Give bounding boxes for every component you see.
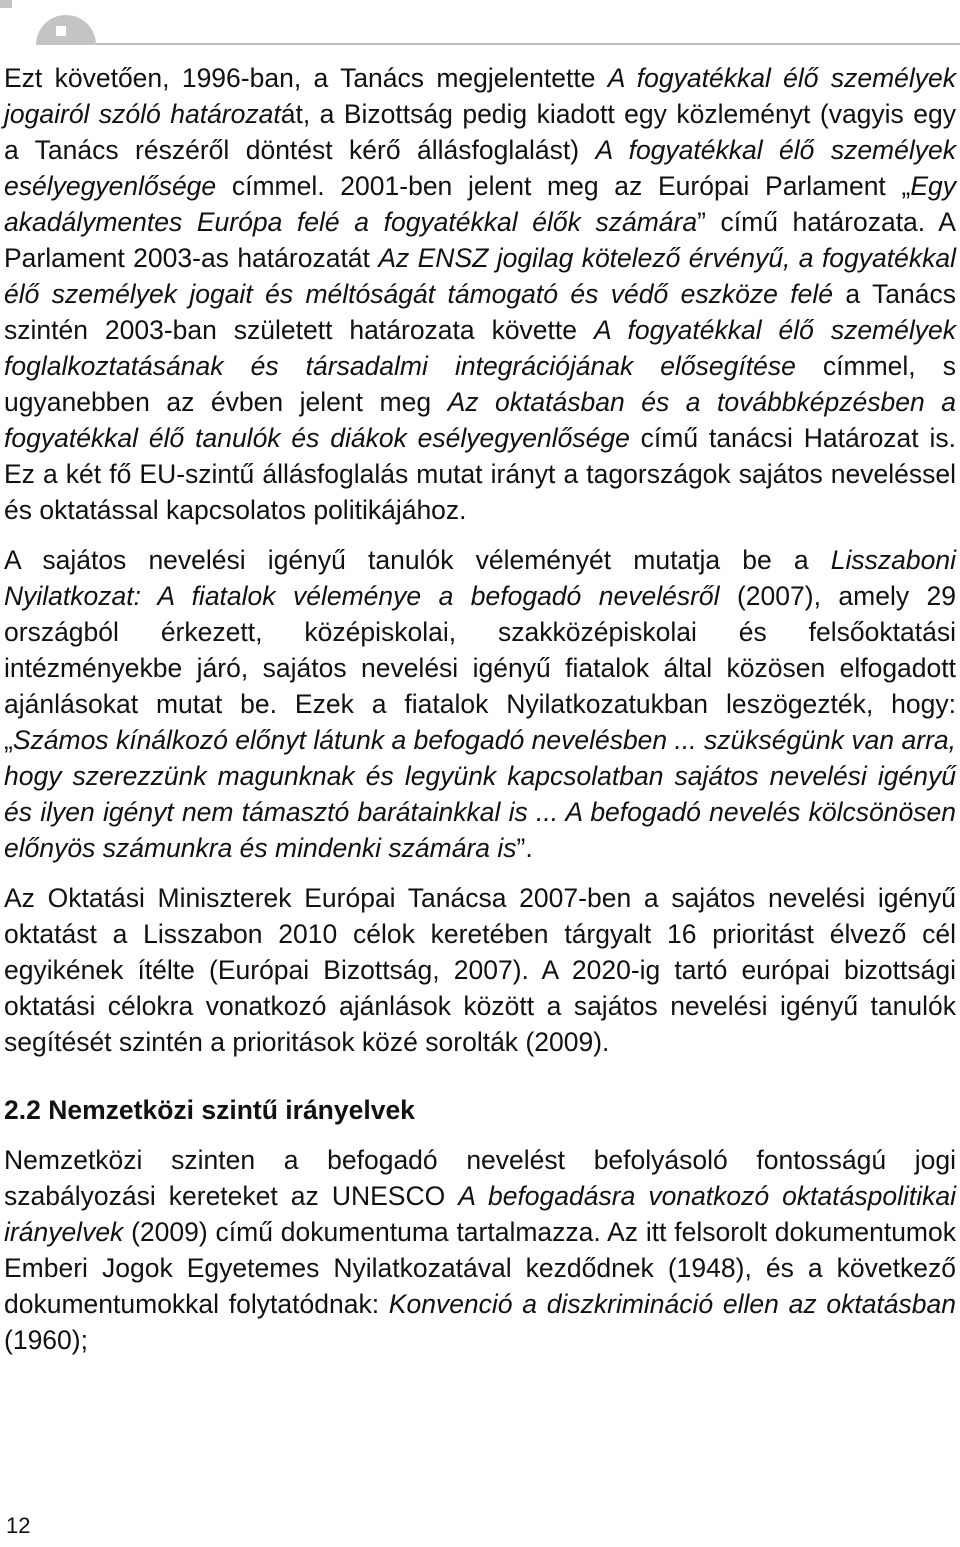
text-segment: Az Oktatási Miniszterek Európai Tanácsa 2007-ben a sajátos nevelési igényű oktatást a Lisszabon 2010 célok keretében tárgyalt 16 prioritást élvező cél egyikének ítélte (Európai Bizottság, 2007). A 2020-ig tartó európai bizottsági oktatási célokra vonatkozó ajánlások között a sajátos nevelési igényű tanulók segítését szintén a prioritások közé sorolták (2009). xyxy=(4,883,956,1057)
paragraph xyxy=(4,1142,956,1358)
text-segment: (2007), amely 29 országból érkezett, középiskolai, szakközépiskolai és felsőoktatási intézményekbe járó, sajátos nevelési igényű fiatalok által közösen elfogadott ajánlásokat mutat be. Ezek a fiatalok Nyilatkozatukban leszögezték, hogy: „ xyxy=(4,581,956,755)
section-heading: 2.2 Nemzetközi szintű irányelvek xyxy=(4,1095,415,1125)
paragraph xyxy=(4,542,956,866)
page-header xyxy=(0,0,960,50)
text-segment: című tanácsi Határozat is. Ez a két fő EU-szintű állásfoglalás mutat irányt a tagországok sajátos neveléssel és oktatással kapcsolatos politikájához. xyxy=(4,423,956,525)
text-segment: ” című határozata. A Parlament 2003-as határozatát xyxy=(4,207,956,273)
document-body xyxy=(4,60,956,1358)
text-segment: címmel. 2001-ben jelent meg az Európai Parlament „ xyxy=(216,171,911,201)
italic-text-segment: A fogyatékkal élő személyek jogairól szóló határozat xyxy=(4,63,957,129)
italic-text-segment: Lisszaboni Nyilatkozat: A fiatalok véleménye a befogadó nevelésről xyxy=(4,545,956,611)
italic-text-segment: Konvenció a diszkrimináció ellen az oktatásban xyxy=(388,1289,956,1319)
text-segment: Nemzetközi szinten a befogadó nevelést befolyásoló fontosságú jogi szabályozási kereteket az UNESCO xyxy=(4,1145,956,1211)
italic-text-segment: Az oktatásban és a továbbképzésben a fogyatékkal élő tanulók és diákok esélyegyenlősége xyxy=(4,387,956,453)
italic-text-segment: Az ENSZ jogilag kötelező érvényű, a fogyatékkal élő személyek jogait és méltóságát támogató és védő eszköze felé xyxy=(4,243,956,309)
text-segment: A sajátos nevelési igényű tanulók véleményét mutatja be a xyxy=(4,545,831,575)
italic-text-segment: A befogadásra vonatkozó oktatáspolitikai irányelvek xyxy=(4,1181,956,1247)
text-segment: ”. xyxy=(516,833,533,863)
page-corner-decoration-icon xyxy=(0,0,100,50)
text-segment: Ezt követően, 1996-ban, a Tanács megjelentette xyxy=(4,63,608,93)
text-segment: a Tanács szintén 2003-ban született határozata követte xyxy=(4,279,957,345)
text-segment: (1960); xyxy=(4,1325,88,1355)
paragraph xyxy=(4,880,956,1060)
text-segment: (2009) című dokumentuma tartalmazza. Az itt felsorolt dokumentumok Emberi Jogok Egyetemes Nyilatkozatával kezdődnek (1948), és a következő dokumentumokkal folytatódnak: xyxy=(4,1217,956,1319)
page-number: 12 xyxy=(6,1513,31,1538)
text-segment: át, a Bizottság pedig kiadott egy közleményt (vagyis egy a Tanács részéről döntést kérő állásfoglalást) xyxy=(4,99,956,165)
italic-text-segment: A fogyatékkal élő személyek esélyegyenlősége xyxy=(4,135,956,201)
text-segment: címmel, s ugyanebben az évben jelent meg xyxy=(4,351,956,417)
paragraph xyxy=(4,60,956,528)
italic-text-segment: Számos kínálkozó előnyt látunk a befogadó nevelésben ... szükségünk van arra, hogy szerezzünk magunknak és legyünk kapcsolatban sajátos nevelési igényű és ilyen igényt nem támasztó barátainkkal is ... A befogadó nevelés kölcsönösen előnyös számunkra és mindenki számára is xyxy=(4,725,956,863)
header-rule xyxy=(96,43,960,45)
italic-text-segment: Egy akadálymentes Európa felé a fogyatékkal élők számára xyxy=(4,171,956,237)
italic-text-segment: A fogyatékkal élő személyek foglalkoztatásának és társadalmi integrációjának elősegítése xyxy=(4,315,956,381)
